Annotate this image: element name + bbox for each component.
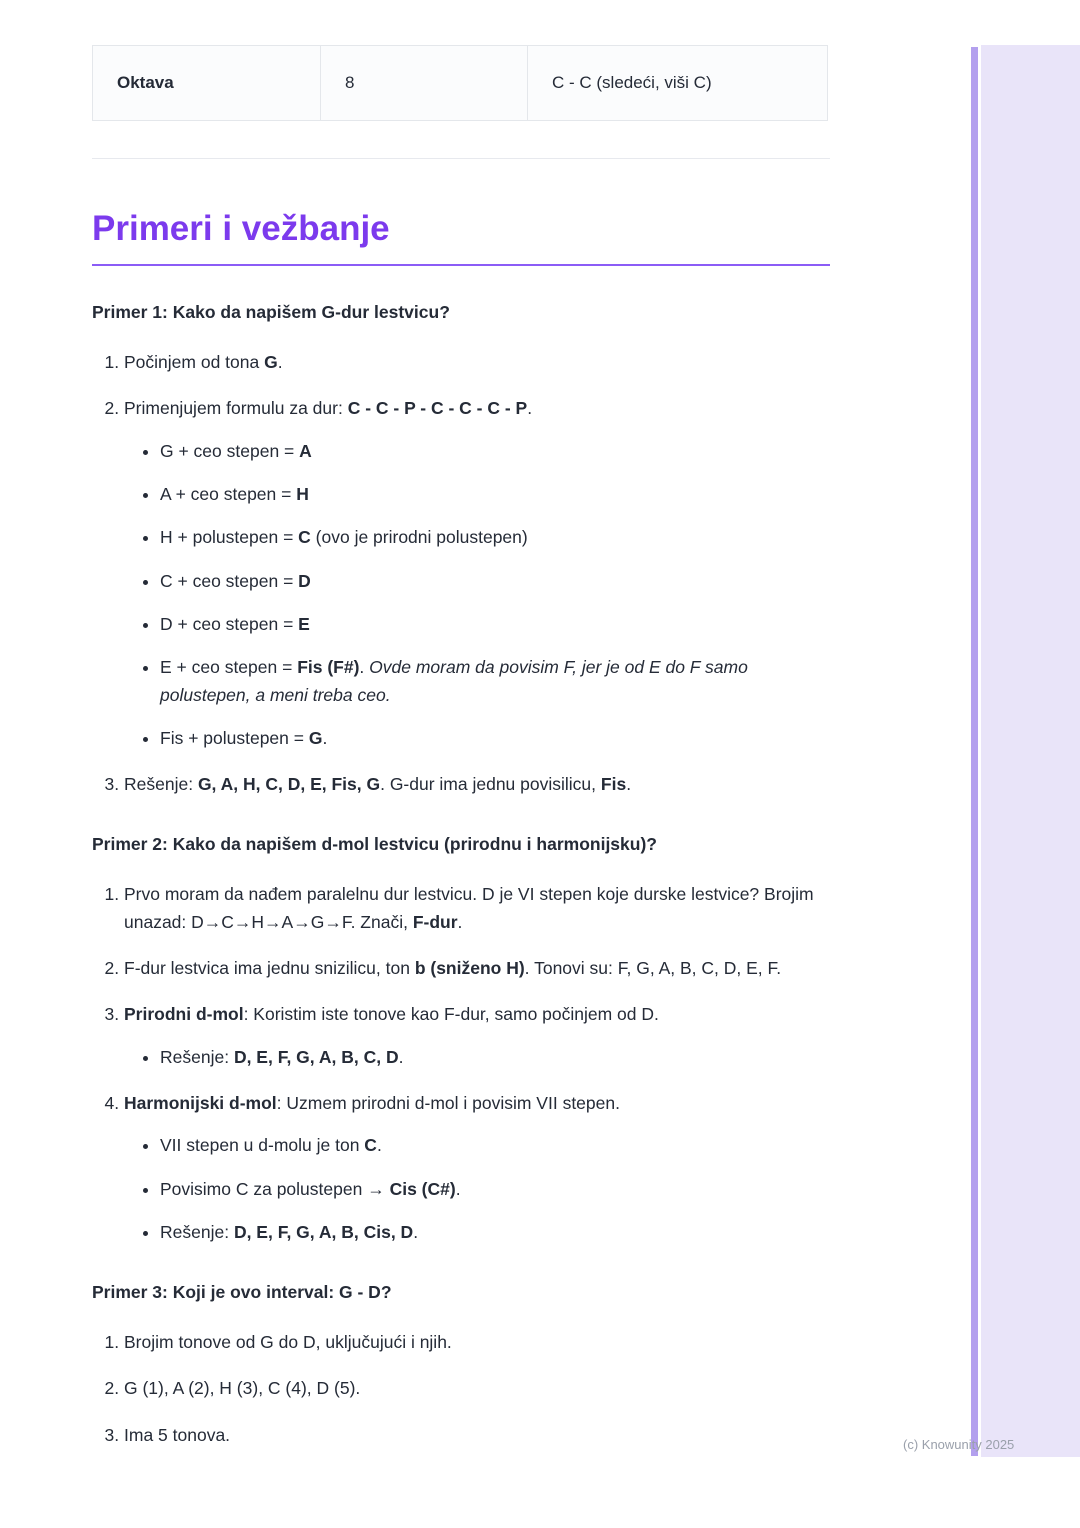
ordered-list — [92, 881, 830, 1246]
bullet-item: • Povisimo C za polustepen → Cis (C#). — [160, 1176, 830, 1203]
content-column — [92, 45, 830, 1468]
copyright-note: (c) Knowunity 2025 — [903, 1437, 1015, 1452]
bullet-item: • VII stepen u d-molu je ton C. — [160, 1132, 830, 1159]
list-item: 1. Počinjem od tona G. — [124, 349, 830, 376]
ordered-list — [92, 1329, 830, 1449]
bullet-item: • H + polustepen = C (ovo je prirodni polustepen) — [160, 524, 830, 551]
table-cell: Oktava — [93, 46, 321, 121]
section-divider — [92, 158, 830, 159]
bullet-item: • D + ceo stepen = E — [160, 611, 830, 638]
list-item: 4. Harmonijski d-mol: Uzmem prirodni d-mol i povisim VII stepen. • VII stepen u d-molu je ton C. • Povisimo C za polustepen → Cis (C#). • Rešenje: D, E, F, G, A, B, Cis, D. — [124, 1090, 830, 1246]
bullet-item: • G + ceo stepen = A — [160, 438, 830, 465]
list-item: 2. Primenjujem formulu za dur: C - C - P - C - C - C - P. • G + ceo stepen = A • A + ceo stepen = H • H + polustepen = C (ovo je prirodni polustepen) • C + ceo stepen = D • D + ceo stepen = E • E + ceo stepen = Fis (F#). Ovde moram da povisim F, jer je od E do F samo polustepen, a meni treba ceo. • Fis + polustepen = G. — [124, 395, 830, 752]
list-item: 3. Rešenje: G, A, H, C, D, E, Fis, G. G-dur ima jednu povisilicu, Fis. — [124, 771, 830, 798]
example-subheading: Primer 3: Koji je ovo interval: G - D? — [92, 1282, 392, 1303]
bullet-list — [124, 438, 830, 752]
bullet-item: • Rešenje: D, E, F, G, A, B, Cis, D. — [160, 1219, 830, 1246]
example-subheading: Primer 2: Kako da napišem d-mol lestvicu (prirodnu i harmonijsku)? — [92, 834, 657, 855]
bullet-item: • E + ceo stepen = Fis (F#). Ovde moram da povisim F, jer je od E do F samo polustepen, a meni treba ceo. — [160, 654, 830, 709]
bullet-list — [124, 1044, 830, 1071]
table-cell: C - C (sledeći, viši C) — [528, 46, 828, 121]
bullet-item: • A + ceo stepen = H — [160, 481, 830, 508]
list-item: 1. Brojim tonove od G do D, uključujući i njih. — [124, 1329, 830, 1356]
table-row — [93, 46, 828, 121]
page-title: Primeri i vežbanje — [92, 209, 830, 266]
list-item: 3. Ima 5 tonova. — [124, 1422, 830, 1449]
ordered-list — [92, 349, 830, 798]
bullet-item: • Rešenje: D, E, F, G, A, B, C, D. — [160, 1044, 830, 1071]
content-blocks — [92, 302, 830, 1449]
side-decoration-panel — [981, 45, 1080, 1457]
list-item: 1. Prvo moram da nađem paralelnu dur lestvicu. D je VI stepen koje durske lestvice? Brojim unazad: D→C→H→A→G→F. Znači, F-dur. — [124, 881, 830, 936]
bullet-list — [124, 1132, 830, 1246]
list-item: 2. F-dur lestvica ima jednu snizilicu, ton b (sniženo H). Tonovi su: F, G, A, B, C, D, E, F. — [124, 955, 830, 982]
intervals-table — [92, 45, 828, 121]
table-cell: 8 — [321, 46, 528, 121]
bullet-item: • C + ceo stepen = D — [160, 568, 830, 595]
bullet-item: • Fis + polustepen = G. — [160, 725, 830, 752]
table-body — [93, 46, 828, 121]
vertical-accent-line — [971, 47, 978, 1456]
list-item: 2. G (1), A (2), H (3), C (4), D (5). — [124, 1375, 830, 1402]
example-subheading: Primer 1: Kako da napišem G-dur lestvicu? — [92, 302, 450, 323]
list-item: 3. Prirodni d-mol: Koristim iste tonove kao F-dur, samo počinjem od D. • Rešenje: D, E, F, G, A, B, C, D. — [124, 1001, 830, 1071]
